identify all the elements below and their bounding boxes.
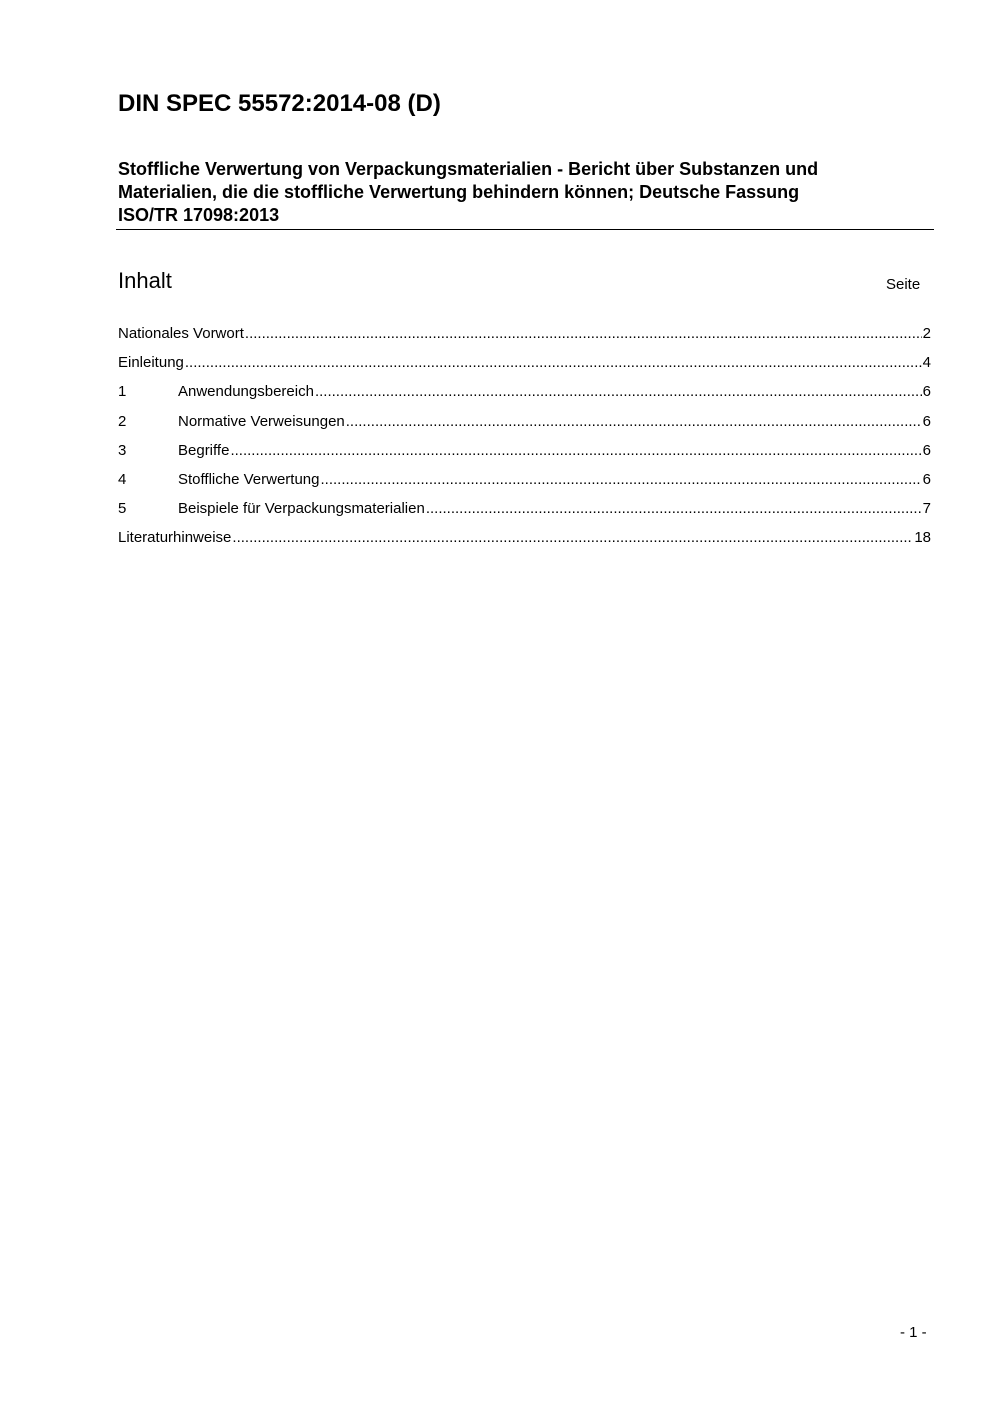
toc-entry-number: 5 xyxy=(118,500,127,518)
toc-leader-dots xyxy=(185,353,922,373)
toc-entry-page: 6 xyxy=(922,441,931,459)
toc-entry-label: Nationales Vorwort xyxy=(118,325,244,342)
toc-entry-label: Stoffliche Verwertung xyxy=(178,470,320,488)
document-id: DIN SPEC 55572:2014-08 (D) xyxy=(118,90,441,117)
toc-entry-label: Anwendungsbereich xyxy=(178,383,314,401)
document-title-line: Stoffliche Verwertung von Verpackungsmaterialien - Bericht über Substanzen und xyxy=(118,159,819,179)
toc-page-column-label: Seite xyxy=(886,276,921,293)
toc-entry-page: 6 xyxy=(922,412,931,430)
toc-entry[interactable] xyxy=(118,412,931,441)
document-title xyxy=(118,158,933,227)
toc-entry-page: 7 xyxy=(922,500,931,518)
title-divider xyxy=(116,229,934,230)
document-title-line: ISO/TR 17098:2013 xyxy=(118,205,280,225)
toc-entry-page: 6 xyxy=(922,383,931,401)
toc-leader-dots xyxy=(245,324,922,344)
toc-entry[interactable] xyxy=(118,353,931,382)
toc-entry-label: Begriffe xyxy=(178,441,230,459)
toc-entry[interactable] xyxy=(118,470,931,499)
toc-heading: Inhalt xyxy=(118,268,172,293)
toc-entry-label: Normative Verweisungen xyxy=(178,412,345,430)
toc-entry-label: Einleitung xyxy=(118,354,184,372)
toc-entry[interactable] xyxy=(118,441,931,470)
toc-entry[interactable] xyxy=(118,382,931,411)
toc-leader-dots xyxy=(232,528,913,548)
toc-entry-page: 18 xyxy=(914,529,931,547)
toc-leader-dots xyxy=(320,470,921,490)
toc-entry-page: 6 xyxy=(922,470,931,488)
toc-entry-label: Beispiele für Verpackungsmaterialien xyxy=(178,500,425,518)
toc-entry-number: 3 xyxy=(118,441,127,459)
table-of-contents xyxy=(118,324,931,558)
toc-entry-page: 4 xyxy=(922,354,931,372)
document-title-line: Materialien, die die stoffliche Verwertung behindern können; Deutsche Fassung xyxy=(118,182,800,202)
toc-entry-number: 2 xyxy=(118,412,127,430)
toc-leader-dots xyxy=(230,441,921,461)
toc-leader-dots xyxy=(346,412,922,432)
toc-entry-number: 4 xyxy=(118,470,127,488)
toc-entry[interactable] xyxy=(118,499,931,528)
toc-leader-dots xyxy=(426,499,922,519)
toc-entry[interactable] xyxy=(118,324,931,353)
toc-entry[interactable] xyxy=(118,528,931,557)
toc-entry-page: 2 xyxy=(922,325,931,342)
toc-entry-number: 1 xyxy=(118,383,127,401)
toc-leader-dots xyxy=(315,382,922,402)
toc-entry-label: Literaturhinweise xyxy=(118,529,232,547)
page-number: - 1 - xyxy=(900,1324,927,1341)
